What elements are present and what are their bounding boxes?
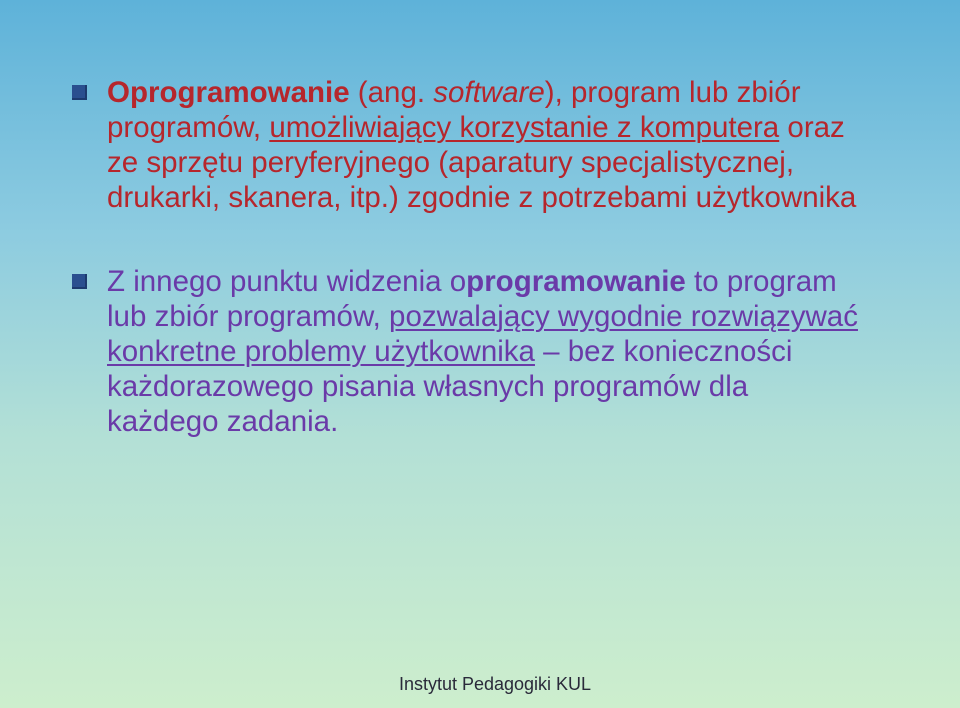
underlined-phrase: pozwalający wygodnie rozwiązywać <box>389 300 858 333</box>
footer-institution: Instytut Pedagogiki KUL <box>398 674 592 694</box>
underlined-phrase: umożliwiający korzystanie z komputera <box>269 111 780 144</box>
bullet-2-line-3 <box>107 334 858 369</box>
text-span: każdego zadania. <box>107 405 339 438</box>
text-span: oraz <box>779 111 845 144</box>
bullet-marker-2 <box>72 274 87 289</box>
bullet-1-text <box>107 75 856 215</box>
bullet-2-line-4 <box>107 369 858 404</box>
bullet-1-line-3 <box>107 145 856 180</box>
text-span: programów, <box>107 111 270 144</box>
term-programowanie: programowanie <box>466 265 686 298</box>
text-span: to program <box>685 265 837 298</box>
text-span: ), program lub zbiór <box>544 76 801 109</box>
bullet-1-line-4 <box>107 180 856 215</box>
text-span: drukarki, skanera, itp.) zgodnie z potrzebami użytkownika <box>107 181 857 214</box>
text-span: – bez konieczności <box>534 335 793 368</box>
bullet-2-line-2 <box>107 299 858 334</box>
bullet-2-text <box>107 264 858 439</box>
bullet-1-line-2 <box>107 110 856 145</box>
text-span: lub zbiór programów, <box>107 300 390 333</box>
underlined-phrase: konkretne problemy użytkownika <box>107 335 535 368</box>
term-software: software <box>433 76 545 109</box>
text-span: Z innego punktu widzenia o <box>107 265 467 298</box>
bullet-2-line-1 <box>107 264 858 299</box>
text-span: ze sprzętu peryferyjnego (aparatury specjalistycznej, <box>107 146 795 179</box>
bullet-marker-1 <box>72 85 87 100</box>
bullet-2-line-5 <box>107 404 858 439</box>
text-span: (ang. <box>349 76 434 109</box>
text-span: każdorazowego pisania własnych programów dla <box>107 370 749 403</box>
bullet-1-line-1 <box>107 75 856 110</box>
term-oprogramowanie: Oprogramowanie <box>107 76 350 109</box>
